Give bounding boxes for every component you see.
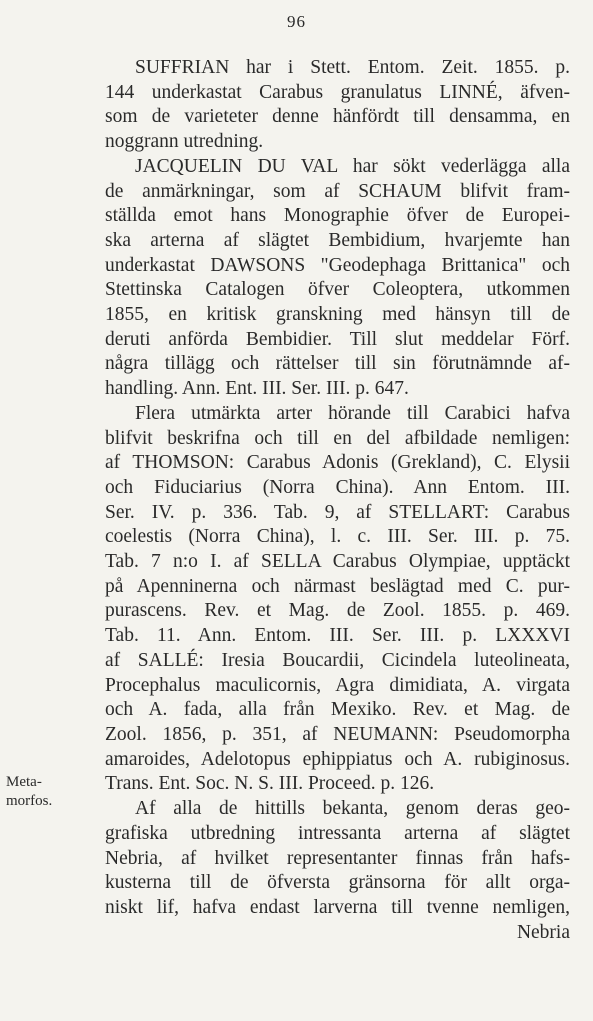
text-line: noggrann utredning.	[105, 131, 264, 153]
text-line: Nebria, af hvilket representanter finnas från hafs-	[105, 847, 570, 869]
text-line: Stettinska Catalogen öfver Coleoptera, utkommen	[105, 279, 570, 301]
text-line: Ser. IV. p. 336. Tab. 9, af STELLART: Carabus	[105, 501, 570, 523]
text-line: som de varieteter denne hänfördt till densamma, en	[105, 106, 570, 128]
text-line: Tab. 11. Ann. Entom. III. Ser. III. p. LXXXVI	[105, 625, 570, 647]
text-line: amaroides, Adelotopus ephippiatus och A. rubiginosus.	[105, 748, 570, 770]
text-line: af SALLÉ: Iresia Boucardii, Cicindela luteolineata,	[105, 649, 570, 671]
page-number: 96	[287, 12, 306, 31]
text-line: purascens. Rev. et Mag. de Zool. 1855. p. 469.	[105, 600, 570, 622]
text-line: Zool. 1856, p. 351, af NEUMANN: Pseudomorpha	[105, 723, 570, 745]
text-line: Trans. Ent. Soc. N. S. III. Proceed. p. 126.	[105, 773, 435, 795]
text-line: 144 underkastat Carabus granulatus LINNÉ, äfven-	[105, 81, 570, 103]
margin-note-line: Meta-	[6, 774, 42, 790]
text-line: Tab. 7 n:o I. af SELLA Carabus Olympiae, upptäckt	[105, 551, 570, 573]
text-line: SUFFRIAN har i Stett. Entom. Zeit. 1855. p.	[135, 57, 570, 78]
text-line: och A. fada, alla från Mexiko. Rev. et Mag. de	[105, 699, 570, 721]
text-line: af THOMSON: Carabus Adonis (Grekland), C. Elysii	[105, 452, 570, 474]
text-line: niskt lif, hafva endast larverna till tvenne nemligen,	[105, 896, 570, 918]
margin-note-line: morfos.	[6, 793, 53, 809]
text-line: på Apenninerna och närmast beslägtad med C. pur-	[105, 575, 570, 597]
text-line: 1855, en kritisk granskning med hänsyn till de	[105, 304, 570, 326]
margin-note	[6, 773, 86, 811]
text-line: underkastat DAWSONS "Geodephaga Brittanica" och	[105, 254, 570, 276]
text-line: några tillägg och rättelser till sin förutnämnde af-	[105, 353, 570, 375]
text-line: de anmärkningar, som af SCHAUM blifvit fram-	[105, 180, 570, 202]
text-line: Flera utmärkta arter hörande till Carabici hafva	[135, 402, 570, 424]
text-line: ska arterna af slägtet Bembidium, hvarjemte han	[105, 229, 570, 251]
text-line: grafiska utbredning intressanta arterna af slägtet	[105, 822, 570, 844]
text-line: och Fiduciarius (Norra China). Ann Entom. III.	[105, 476, 570, 498]
body-text	[105, 56, 570, 945]
text-line: kusterna till de öfversta gränsorna för allt orga-	[105, 872, 570, 894]
text-line: JACQUELIN DU VAL har sökt vederlägga alla	[135, 155, 570, 177]
text-line: coelestis (Norra China), l. c. III. Ser. III. p. 75.	[105, 526, 570, 548]
text-line: Procephalus maculicornis, Agra dimidiata, A. virgata	[105, 674, 570, 696]
catchword: Nebria	[516, 921, 570, 943]
text-line: ställda emot hans Monographie öfver de Europei-	[105, 205, 570, 227]
text-line: handling. Ann. Ent. III. Ser. III. p. 647.	[105, 378, 409, 400]
text-line: deruti anförda Bembidier. Till slut meddelar Förf.	[105, 328, 570, 350]
text-line: Af alla de hittills bekanta, genom deras geo-	[135, 798, 570, 820]
text-line: blifvit beskrifna och till en del afbildade nemligen:	[105, 427, 570, 449]
